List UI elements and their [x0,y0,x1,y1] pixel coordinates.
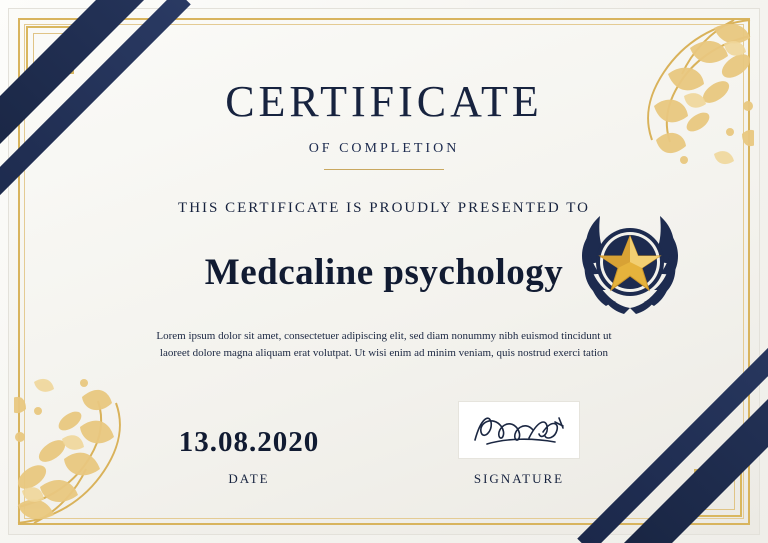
certificate-body: Lorem ipsum dolor sit amet, consectetuer adipiscing elit, sed diam nonummy nibh euismod tincidunt ut laoreet dolore magna aliquam erat volutpat. Ut wisi enim ad minim veniam, quis nostrud exerci tation [156,330,612,360]
page-title: CERTIFICATE [225,77,543,126]
recipient-name: Medcaline psychology [204,252,564,293]
signature-card [458,401,580,459]
title-divider [324,169,444,170]
date-block [144,426,354,487]
date-value: 13.08.2020 [178,426,320,458]
signing-row [0,401,768,487]
signature-block [414,401,624,487]
date-label: DATE [228,471,270,486]
certificate-subtitle: OF COMPLETION [308,141,460,156]
presented-line: THIS CERTIFICATE IS PROUDLY PRESENTED TO [178,200,590,216]
signature-script-icon [467,408,571,452]
signature-label: SIGNATURE [473,471,565,486]
